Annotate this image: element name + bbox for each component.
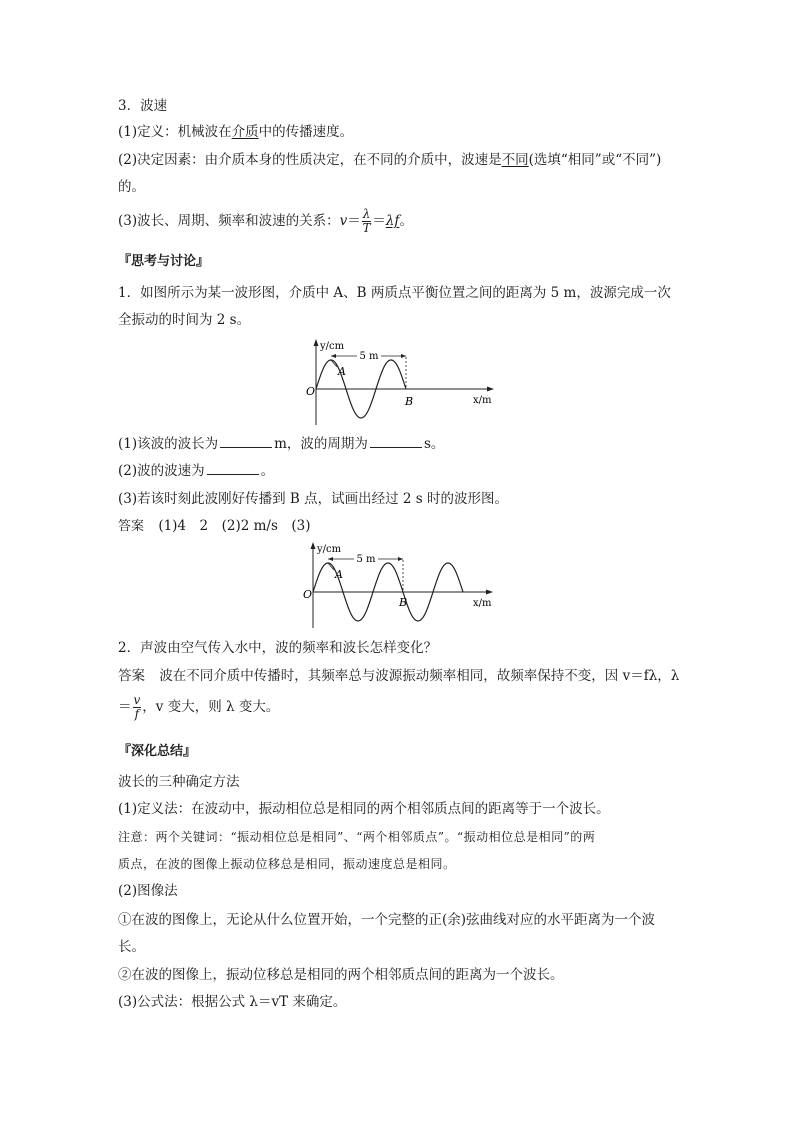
wave-figure-2: [301, 540, 621, 630]
origin-label: O: [306, 385, 316, 398]
question1-answer: [118, 516, 311, 537]
distance-arrowhead-left: [331, 354, 336, 358]
question2-eq: ＝: [118, 699, 132, 715]
x-axis-label: x/m: [473, 395, 492, 406]
x-axis-label: x/m: [473, 598, 492, 609]
question2-answer-line1: [118, 666, 679, 686]
relation-eq: ＝: [347, 213, 361, 229]
definition-underlined: 介质: [231, 124, 259, 140]
answer-label-2: 答案: [118, 668, 145, 684]
method2a-line2: 长。: [118, 939, 145, 955]
y-axis-arrow: [311, 542, 316, 549]
discussion-heading: 『思考与讨论』: [118, 254, 210, 269]
determinant-line: [118, 150, 661, 170]
part1-mid: m，波的周期为: [274, 436, 368, 452]
y-axis-label: y/cm: [320, 341, 345, 352]
question1-line2: 全振动的时间为 2 s。: [118, 312, 251, 328]
definition-line: [118, 122, 353, 142]
relation-line: [118, 206, 413, 236]
point-a-label: A: [338, 365, 346, 378]
question2-answer-end: ，v 变大，则 λ 变大。: [142, 699, 280, 715]
lambda-over-t-fraction: [362, 208, 372, 235]
method2b: ②在波的图像上，振动位移总是相同的两个相邻质点间的距离为一个波长。: [118, 967, 564, 983]
part1-end: s。: [423, 436, 445, 452]
question1-part2: [118, 461, 274, 481]
x-axis-arrow: [486, 590, 493, 595]
summary-title: 波长的三种确定方法: [118, 774, 240, 790]
part2-end: 。: [260, 463, 275, 479]
determinant-cont: 的。: [118, 179, 145, 195]
definition-prefix: (1)定义：机械波在: [118, 124, 232, 140]
method2: (2)图像法: [118, 883, 178, 899]
y-axis-label: y/cm: [317, 544, 342, 555]
definition-suffix: 中的传播速度。: [258, 124, 354, 140]
relation-end: 。: [399, 213, 413, 229]
y-axis-arrow: [314, 339, 319, 346]
relation-v: v: [339, 213, 348, 229]
summary-heading: 『深化总结』: [118, 744, 197, 759]
distance-label: 5 m: [359, 351, 379, 362]
method2a-line1: ①在波的图像上，无论从什么位置开始，一个完整的正(余)弦曲线对应的水平距离为一个波: [118, 912, 656, 928]
determinant-prefix: (2)决定因素：由介质本身的性质决定，在不同的介质中，波速是: [118, 152, 502, 168]
distance-arrowhead-right: [401, 354, 406, 358]
question1-part1: [118, 434, 444, 454]
method1: (1)定义法：在波动中，振动相位总是相同的两个相邻质点间的距离等于一个波长。: [118, 801, 610, 817]
question1-line1: 1．如图所示为某一波形图，介质中 A、B 两质点平衡位置之间的距离为 5 m，波源完成一次: [118, 285, 671, 301]
question2-answer-line2: [118, 690, 279, 724]
question2: 2．声波由空气传入水中，波的频率和波长怎样变化？: [118, 640, 438, 656]
point-a-label: A: [335, 568, 343, 581]
part1-prefix: (1)该波的波长为: [118, 436, 219, 452]
speed-blank[interactable]: [207, 461, 259, 475]
answer-label: 答案: [118, 519, 145, 534]
fraction-denominator: f: [134, 707, 140, 721]
v-over-f-fraction: [133, 694, 142, 721]
distance-arrowhead-right: [398, 557, 403, 561]
fraction-numerator: v: [133, 693, 141, 707]
period-blank[interactable]: [370, 434, 422, 448]
fraction-numerator: λ: [362, 207, 371, 221]
method3: (3)公式法：根据公式 λ＝vT 来确定。: [118, 994, 347, 1010]
determinant-suffix: (选填“相同”或“不同”): [528, 152, 662, 168]
relation-underlined: λf: [385, 213, 400, 229]
answer-text: (1)4 2 (2)2 m/s (3): [158, 518, 311, 534]
section-title: 3．波速: [118, 98, 168, 114]
part2-prefix: (2)波的波速为: [118, 463, 205, 479]
distance-label: 5 m: [356, 554, 376, 565]
note-line1: 注意：两个关键词：“振动相位总是相同”、“两个相邻质点”。“振动相位总是相同”的两: [118, 830, 596, 844]
x-axis-arrow: [487, 387, 494, 392]
wavelength-blank[interactable]: [220, 434, 272, 448]
question2-answer-text: 波在不同介质中传播时，其频率总与波源振动频率相同，故频率保持不变，因 v＝fλ，λ: [159, 668, 680, 684]
question1-part3: (3)若该时刻此波刚好传播到 B 点，试画出经过 2 s 时的波形图。: [118, 491, 509, 507]
fraction-denominator: T: [362, 221, 371, 235]
relation-prefix: (3)波长、周期、频率和波速的关系：: [118, 213, 340, 229]
point-b-label: B: [405, 395, 414, 408]
wave-figure-1: [304, 337, 624, 427]
point-b-label: B: [399, 596, 408, 609]
distance-arrowhead-left: [328, 557, 333, 561]
note-line2: 质点，在波的图像上振动位移总是相同，振动速度总是相同。: [118, 857, 456, 871]
relation-eq2: ＝: [372, 213, 386, 229]
origin-label: O: [303, 588, 313, 601]
determinant-underlined: 不同: [501, 152, 529, 168]
